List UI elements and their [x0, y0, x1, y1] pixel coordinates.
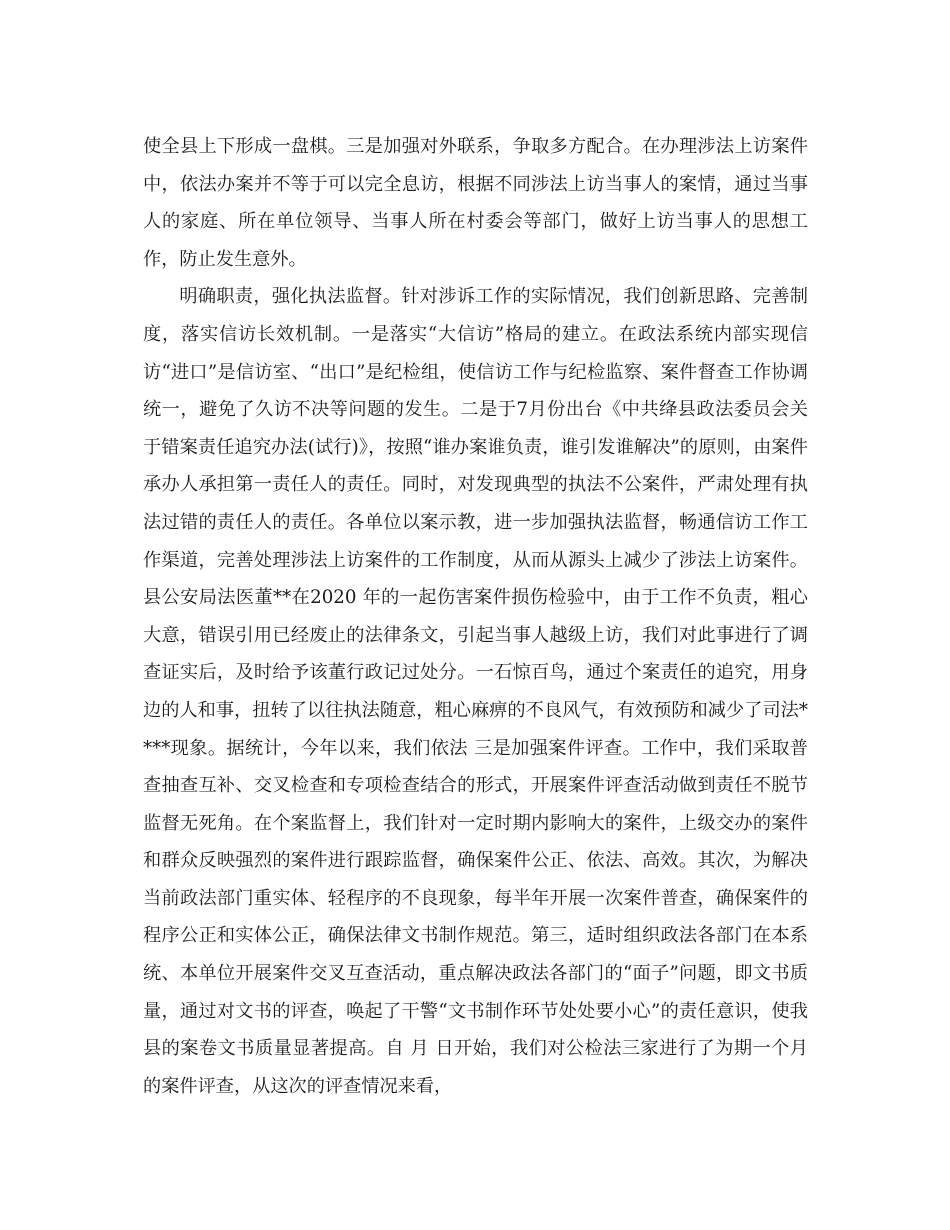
paragraph-2: 明确职责，强化执法监督。针对涉诉工作的实际情况，我们创新思路、完善制度，落实信访长效机制。一是落实“大信访”格局的建立。在政法系统内部实现信访“进口”是信访室、“出口”是纪检组，使信访工作与纪检监察、案件督查工作协调统一，避免了久访不决等问题的发生。二是于7月份出台《中共绛县政法委员会关于错案责任追究办法(试行)》，按照“谁办案谁负责，谁引发谁解决”的原则，由案件承办人承担第一责任人的责任。同时，对发现典型的执法不公案件，严肃处理有执法过错的责任人的责任。各单位以案示教，进一步加强执法监督，畅通信访工作工作渠道，完善处理涉法上访案件的工作制度，从而从源头上减少了涉法上访案件。县公安局法医董**在2020 年的一起伤害案件损伤检验中，由于工作不负责，粗心大意，错误引用已经废止的法律条文，引起当事人越级上访，我们对此事进行了调查证实后，及时给予该董行政记过处分。一石惊百鸟，通过个案责任的追究，用身边的人和事，扭转了以往执法随意，粗心麻痹的不良风气，有效预防和减少了司法****现象。据统计，今年以来，我们依法 三是加强案件评查。工作中，我们采取普查抽查互补、交叉检查和专项检查结合的形式，开展案件评查活动做到责任不脱节监督无死角。在个案监督上，我们针对一定时期内影响大的案件，上级交办的案件和群众反映强烈的案件进行跟踪监督，确保案件公正、依法、高效。其次，为解决当前政法部门重实体、轻程序的不良现象，每半年开展一次案件普查，确保案件的程序公正和实体公正，确保法律文书制作规范。第三，适时组织政法各部门在本系统、本单位开展案件交叉互查活动，重点解决政法各部门的“面子”问题，即文书质量，通过对文书的评查，唤起了干警“文书制作环节处处要小心”的责任意识，使我县的案卷文书质量显著提高。自 月 日开始，我们对公检法三家进行了为期一个月的案件评查，从这次的评查情况来看，: [143, 286, 808, 1097]
body-text: [143, 128, 808, 1105]
paragraph-1: 使全县上下形成一盘棋。三是加强对外联系，争取多方配合。在办理涉法上访案件中，依法办案并不等于可以完全息访，根据不同涉法上访当事人的案情，通过当事人的家庭、所在单位领导、当事人所在村委会等部门，做好上访当事人的思想工作，防止发生意外。: [143, 136, 808, 270]
